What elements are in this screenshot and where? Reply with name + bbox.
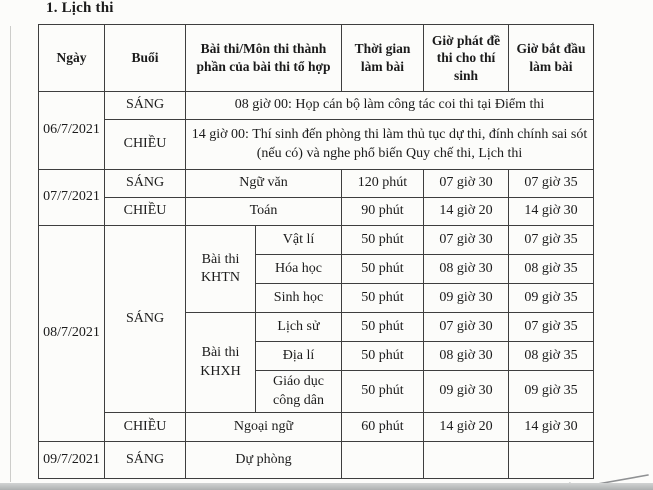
header-row [39,25,594,92]
session-cell: CHIỀU [105,120,186,170]
start-time-cell: 08 giờ 35 [509,255,594,284]
empty-cell [342,442,424,479]
session-cell: SÁNG [105,442,186,479]
empty-cell [424,442,509,479]
header-start-time: Giờ bắt đầu làm bài [509,25,594,92]
subject-cell: Sinh học [256,284,342,313]
handout-time-cell: 09 giờ 30 [424,371,509,413]
start-time-cell: 07 giờ 35 [509,170,594,198]
event-cell: 14 giờ 00: Thí sinh đến phòng thi làm thủ tục dự thi, đính chính sai sót (nếu có) và nghe phổ biến Quy chế thi, Lịch thi [186,120,594,170]
subject-cell: Giáo dục công dân [256,371,342,413]
date-cell: 07/7/2021 [39,170,105,226]
start-time-cell: 14 giờ 30 [509,413,594,442]
duration-cell: 50 phút [342,226,424,255]
table-row [39,92,594,120]
duration-cell: 50 phút [342,371,424,413]
header-date: Ngày [39,25,105,92]
handout-time-cell: 14 giờ 20 [424,413,509,442]
header-session: Buổi [105,25,186,92]
start-time-cell: 07 giờ 35 [509,226,594,255]
handout-time-cell: 07 giờ 30 [424,313,509,342]
duration-cell: 50 phút [342,255,424,284]
handout-time-cell: 07 giờ 30 [424,226,509,255]
header-duration: Thời gian làm bài [342,25,424,92]
session-cell: CHIỀU [105,413,186,442]
table-row [39,198,594,226]
duration-cell: 50 phút [342,342,424,371]
event-cell: 08 giờ 00: Họp cán bộ làm công tác coi thi tại Điểm thi [186,92,594,120]
subject-cell: Vật lí [256,226,342,255]
subject-cell: Hóa học [256,255,342,284]
table-row [39,226,594,255]
handout-time-cell: 09 giờ 30 [424,284,509,313]
subject-cell: Toán [186,198,342,226]
header-handout-time: Giờ phát đề thi cho thí sinh [424,25,509,92]
table-row [39,170,594,198]
handout-time-cell: 08 giờ 30 [424,342,509,371]
table-row [39,442,594,479]
subject-cell: Dự phòng [186,442,342,479]
start-time-cell: 09 giờ 35 [509,284,594,313]
subject-cell: Lịch sử [256,313,342,342]
scan-edge-line [10,26,11,482]
session-cell: SÁNG [105,170,186,198]
table-row [39,413,594,442]
duration-cell: 50 phút [342,313,424,342]
duration-cell: 90 phút [342,198,424,226]
start-time-cell: 08 giờ 35 [509,342,594,371]
handout-time-cell: 14 giờ 20 [424,198,509,226]
date-cell: 08/7/2021 [39,226,105,442]
exam-schedule-table [38,24,594,479]
start-time-cell: 07 giờ 35 [509,313,594,342]
handout-time-cell: 07 giờ 30 [424,170,509,198]
duration-cell: 60 phút [342,413,424,442]
duration-cell: 50 phút [342,284,424,313]
date-cell: 06/7/2021 [39,92,105,170]
page-title: 1. Lịch thi [46,0,114,16]
handout-time-cell: 08 giờ 30 [424,255,509,284]
subject-cell: Ngoại ngữ [186,413,342,442]
exam-group-cell: Bài thi KHXH [186,313,256,413]
start-time-cell: 14 giờ 30 [509,198,594,226]
date-cell: 09/7/2021 [39,442,105,479]
table-row [39,120,594,170]
duration-cell: 120 phút [342,170,424,198]
session-cell: SÁNG [105,226,186,413]
session-cell: SÁNG [105,92,186,120]
scan-edge-bar [0,483,653,490]
subject-cell: Địa lí [256,342,342,371]
session-cell: CHIỀU [105,198,186,226]
start-time-cell: 09 giờ 35 [509,371,594,413]
subject-cell: Ngữ văn [186,170,342,198]
exam-group-cell: Bài thi KHTN [186,226,256,313]
header-exam: Bài thi/Môn thi thành phần của bài thi tổ hợp [186,25,342,92]
